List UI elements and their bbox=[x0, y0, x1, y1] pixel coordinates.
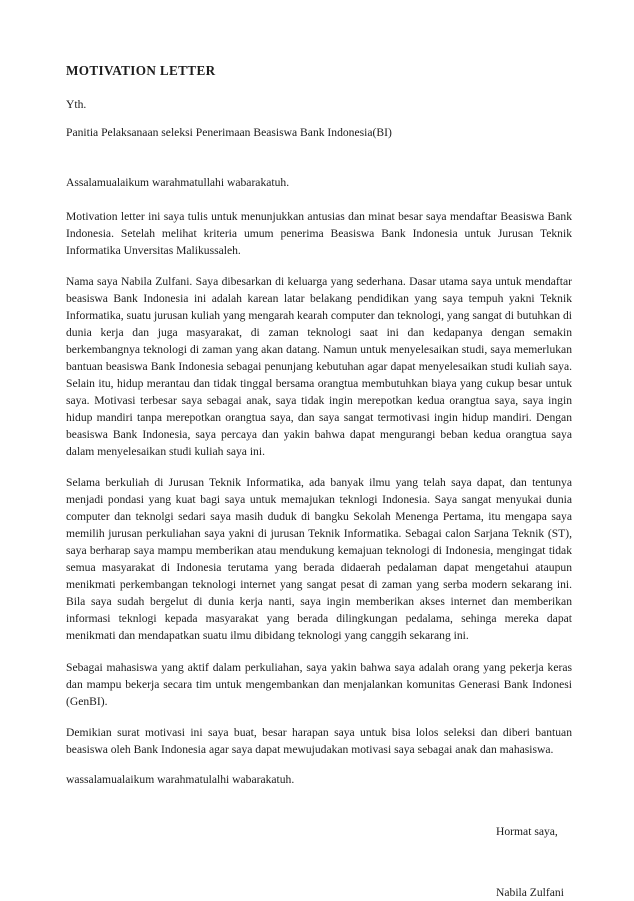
signature-name: Nabila Zulfani bbox=[496, 886, 564, 900]
body-paragraph-2: Nama saya Nabila Zulfani. Saya dibesarkan di keluarga yang sederhana. Dasar utama saya untuk mendaftar beasiswa Bank Indonesia ini adalah karean latar belakang pendidikan yang saya tempuh yakni Teknik Informatika, suatu jurusan kuliah yang mengarah kearah computer dan teknologi, yang sangat di butuhkan di dunia kerja dan juga masyarakat, di zaman teknologi saat ini dan kedapanya dengan semakin berkembangnya teknologi di zaman yang akan datang. Namun untuk menyelesaikan studi, saya memerlukan bantuan beasiswa Bank Indonesia sebagai penunjang kebutuhan agar dapat menyelesaikan studi kuliah saya. Selain itu, hidup merantau dan tidak tinggal bersama orangtua membutuhkan biaya yang cukup besar untuk saya. Motivasi terbesar saya sebagai anak, saya tidak ingin merepotkan kedua orangtua saya, saya ingin hidup mandiri tanpa merepotkan orangtua saya, dan saya sangat termotivasi ingin hidup mandiri. Dengan beasiswa Bank Indonesia, saya percaya dan yakin bahwa dapat mengurangi beban kedua orangtua saya dalam menyelesaikan studi kuliah saya ini. bbox=[66, 274, 572, 459]
body-paragraph-4: Sebagai mahasiswa yang aktif dalam perkuliahan, saya yakin bahwa saya adalah orang yang pekerja keras dan mampu bekerja secara tim untuk mengembankan dan menjalankan komunitas Generasi Bank Indonesi (GenBI). bbox=[66, 660, 572, 708]
recipient-addressee: Panitia Pelaksanaan seleksi Penerimaan Beasiswa Bank Indonesia(BI) bbox=[66, 126, 392, 140]
salutation-spacer bbox=[66, 157, 572, 175]
body-paragraph-1: Motivation letter ini saya tulis untuk menunjukkan antusias dan minat besar saya mendaftar Beasiswa Bank Indonesia. Setelah melihat kriteria umum penerima Beasiswa Bank Indonesia untuk Jurusan Teknik Informatika Unversitas Malikussaleh. bbox=[66, 209, 572, 257]
body-paragraph-5: Demikian surat motivasi ini saya buat, besar harapan saya untuk bisa lolos seleksi dan diberi bantuan beasiswa oleh Bank Indonesia agar saya dapat mewujudakan motivasi saya sebagai anak dan mahasiswa. bbox=[66, 725, 572, 756]
signature-regards: Hormat saya, bbox=[496, 824, 558, 838]
page-title: MOTIVATION LETTER bbox=[66, 63, 216, 78]
closing-line: wassalamualaikum warahmatulalhi wabarakatuh. bbox=[66, 772, 295, 786]
signature-block bbox=[66, 824, 572, 901]
signature-space bbox=[496, 840, 572, 885]
recipient-honorific: Yth. bbox=[66, 97, 87, 111]
greeting-line: Assalamualaikum warahmatullahi wabarakatuh. bbox=[66, 176, 290, 190]
body-paragraph-3: Selama berkuliah di Jurusan Teknik Informatika, ada banyak ilmu yang telah saya dapat, dan tentunya menjadi pondasi yang kuat bagi saya untuk memajukan teknlogi Indonesia. Saya sangat menyukai dunia computer dan teknolgi sedari saya masih duduk di bangku Sekolah Menenga Pertama, itu mengapa saya memilih jurusan perkuliahan saya yakni di jurusan Teknik Informatika. Sebagai calon Sarjana Teknik (ST), saya berharap saya mampu memberikan atau mendukung kemajuan teknologi di Indonesia, mengingat tidak semua masyarakat di Indonesia terutama yang berada didaerah pedalaman dapat mengetahui ataupun menikmati perkembangan teknologi internet yang sangat pesat di zaman yang serba modern sekarang ini. Bila saya sudah bergelut di dunia kerja nanti, saya ingin memberikan akses internet dan memberikan informasi teknlogi kepada masyarakat yang berada dilingkungan pedalama, sehinga mereka dapat menikmati dan mendapatkan suatu ilmu dibidang teknologi yang canggih sekarang ini. bbox=[66, 476, 572, 643]
